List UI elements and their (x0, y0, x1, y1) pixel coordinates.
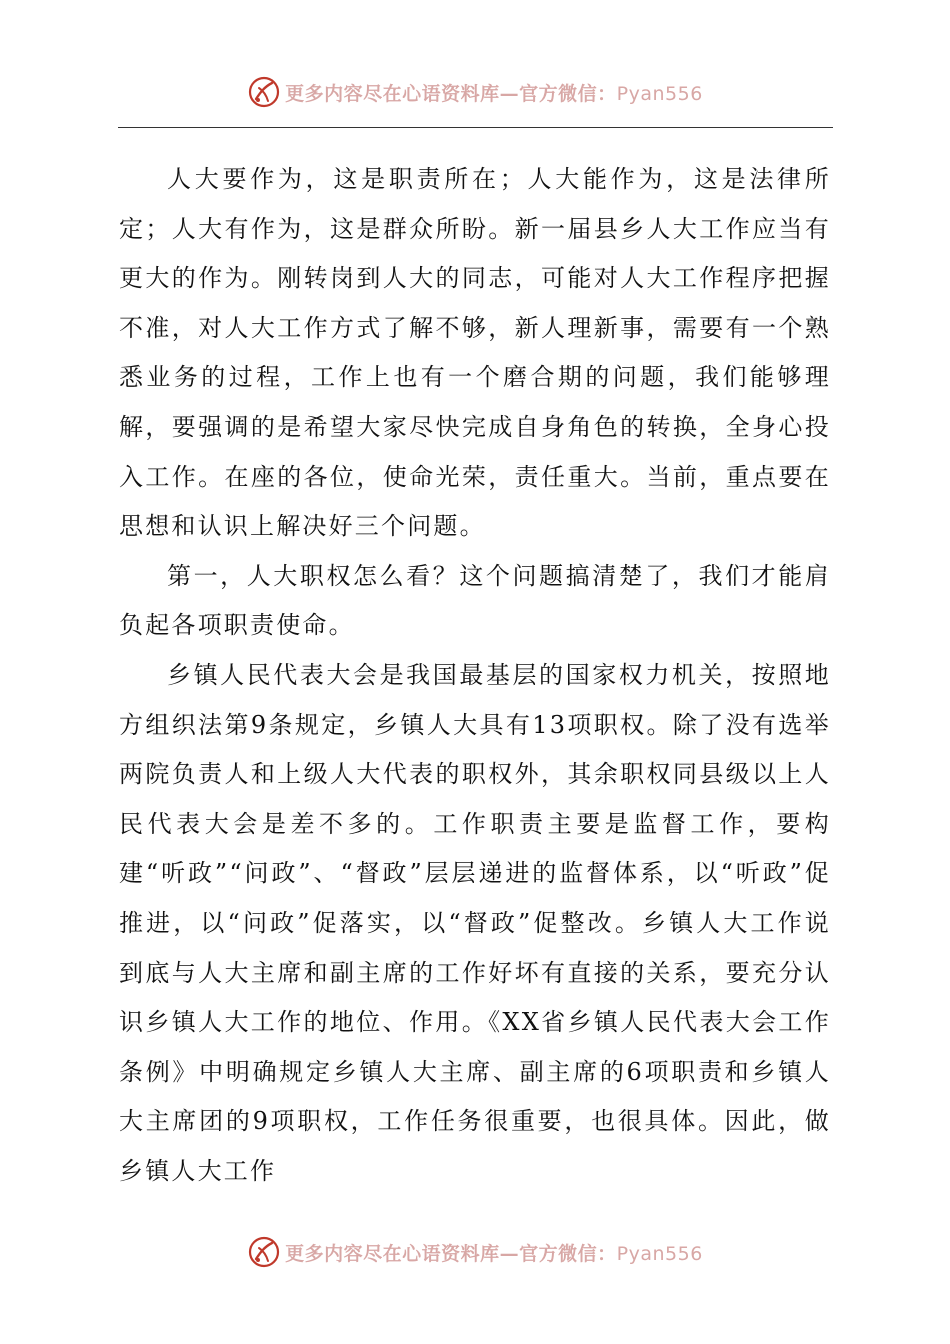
header-watermark (0, 72, 950, 112)
brand-logo-icon (247, 1235, 281, 1269)
header-divider (118, 127, 833, 128)
paragraph-3: 乡镇人民代表大会是我国最基层的国家权力机关，按照地方组织法第9条规定，乡镇人大具有13项职权。除了没有选举两院负责人和上级人大代表的职权外，其余职权同县级以上人民代表大会是差不多的。工作职责主要是监督工作，要构建“听政”“问政”、“督政”层层递进的监督体系，以“听政”促推进，以“问政”促落实，以“督政”促整改。乡镇人大工作说到底与人大主席和副主席的工作好坏有直接的关系，要充分认识乡镇人大工作的地位、作用。《XX省乡镇人民代表大会工作条例》中明确规定乡镇人大主席、副主席的6项职责和乡镇人大主席团的9项职权，工作任务很重要，也很具体。因此，做乡镇人大工作 (119, 660, 831, 1185)
paragraph-2: 第一，人大职权怎么看？这个问题搞清楚了，我们才能肩负起各项职责使命。 (119, 561, 831, 640)
header-watermark-text (285, 79, 703, 106)
header-brand-text: 更多内容尽在心语资料库—官方微信： (285, 82, 617, 105)
footer-wechat-id: Pyan556 (616, 1242, 703, 1265)
paragraph-1: 人大要作为，这是职责所在；人大能作为，这是法律所定；人大有作为，这是群众所盼。新一届县乡人大工作应当有更大的作为。刚转岗到人大的同志，可能对人大工作程序把握不准，对人大工作方式了解不够，新人理新事，需要有一个熟悉业务的过程，工作上也有一个磨合期的问题，我们能够理解，要强调的是希望大家尽快完成自身角色的转换，全身心投入工作。在座的各位，使命光荣，责任重大。当前，重点要在思想和认识上解决好三个问题。 (119, 165, 831, 541)
footer-watermark (0, 1232, 950, 1272)
footer-brand-text: 更多内容尽在心语资料库—官方微信： (285, 1242, 617, 1265)
brand-logo-icon (247, 75, 281, 109)
document-body (119, 155, 831, 1196)
footer-watermark-text (285, 1239, 703, 1266)
header-wechat-id: Pyan556 (616, 82, 703, 105)
